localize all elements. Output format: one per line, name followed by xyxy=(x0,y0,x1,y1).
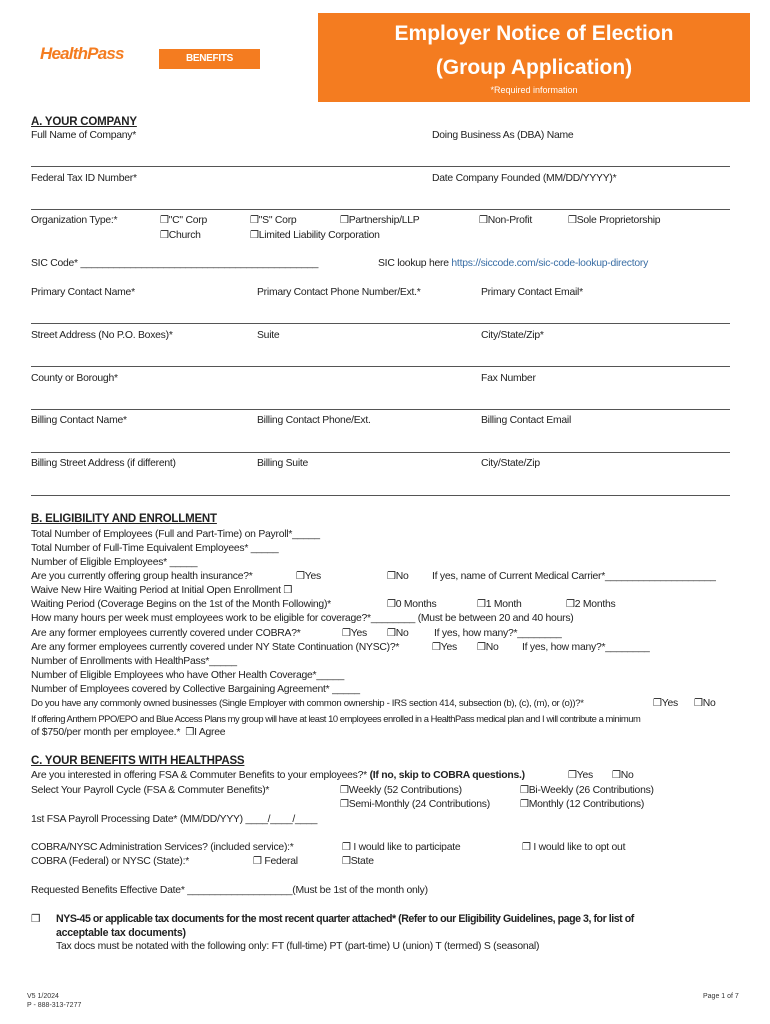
checkbox-opt-out[interactable]: ❒ I would like to opt out xyxy=(522,842,626,853)
common-ownership: Do you have any commonly owned businesses (Single Employer with common ownership - IRS section 414, subsection (b), (c), (m), or (o))?* xyxy=(31,698,584,709)
cobra-admin: COBRA/NYSC Administration Services? (included service):* xyxy=(31,842,294,853)
cobra-how-many: If yes, how many?*________ xyxy=(434,628,562,639)
nys45-line2: acceptable tax documents) xyxy=(56,927,186,939)
input-full-name-line[interactable] xyxy=(31,166,730,167)
label-primary-email: Primary Contact Email* xyxy=(481,287,583,298)
page-title-line1: Employer Notice of Election xyxy=(394,22,674,45)
bargaining: Number of Employees covered by Collective Bargaining Agreement* _____ xyxy=(31,684,360,695)
input-billing-street-line[interactable] xyxy=(31,495,730,496)
nysc-question: Are any former employees currently covered under NY State Continuation (NYSC)?* xyxy=(31,642,400,653)
anthem-line1: If offering Anthem PPO/EPO and Blue Access Plans my group will have at least 10 employees enrolled in a HealthPass medical plan and I will contribute a minimum xyxy=(31,713,641,724)
input-billing-name-line[interactable] xyxy=(31,452,730,453)
footer-version: V5 1/2024 xyxy=(27,993,59,1000)
footer-phone: P - 888-313-7277 xyxy=(27,1002,82,1009)
checkbox-wp-0[interactable]: ❒0 Months xyxy=(387,599,437,610)
checkbox-waive: ❒ xyxy=(283,585,293,596)
effective-date: Requested Benefits Effective Date* ___________________(Must be 1st of the month only) xyxy=(31,885,428,896)
fsa-question: Are you interested in offering FSA & Commuter Benefits to your employees?* (If no, skip to COBRA questions.) xyxy=(31,770,525,781)
label-primary-contact: Primary Contact Name* xyxy=(31,287,135,298)
input-primary-contact-line[interactable] xyxy=(31,323,730,324)
total-payroll: Total Number of Employees (Full and Part-Time) on Payroll*_____ xyxy=(31,529,320,540)
checkbox-cobra-no[interactable]: ❒No xyxy=(387,628,409,639)
checkbox-wp-1[interactable]: ❒1 Month xyxy=(477,599,522,610)
checkbox-participate[interactable]: ❒ I would like to participate xyxy=(342,842,461,853)
payroll-cycle: Select Your Payroll Cycle (FSA & Commuter Benefits)* xyxy=(31,785,270,796)
label-primary-phone: Primary Contact Phone Number/Ext.* xyxy=(257,287,421,298)
checkbox-offering-no[interactable]: ❒No xyxy=(387,571,409,582)
input-tax-id-line[interactable] xyxy=(31,209,730,210)
fsa-date: 1st FSA Payroll Processing Date* (MM/DD/YYY) ____/____/____ xyxy=(31,814,318,825)
label-full-name: Full Name of Company* xyxy=(31,130,137,141)
checkbox-cobra-yes[interactable]: ❒Yes xyxy=(342,628,367,639)
checkbox-biweekly[interactable]: ❒Bi-Weekly (26 Contributions) xyxy=(520,785,654,796)
hours-question: How many hours per week must employees work to be eligible for coverage?*________ (Must be between 20 and 40 hours) xyxy=(31,613,574,624)
checkbox-federal[interactable]: ❒ Federal xyxy=(253,856,298,867)
label-billing-name: Billing Contact Name* xyxy=(31,415,127,426)
label-city-state-zip: City/State/Zip* xyxy=(481,330,544,341)
nysc-how-many: If yes, how many?*________ xyxy=(522,642,650,653)
section-c-title: C. YOUR BENEFITS WITH HEALTHPASS xyxy=(31,755,245,767)
healthpass-logo xyxy=(40,38,237,84)
checkbox-nysc-no[interactable]: ❒No xyxy=(477,642,499,653)
page-title-line2: (Group Application) xyxy=(435,56,633,79)
checkbox-church[interactable]: ❒Church xyxy=(160,230,201,241)
label-street: Street Address (No P.O. Boxes)* xyxy=(31,330,173,341)
checkbox-offering-yes[interactable]: ❒Yes xyxy=(296,571,321,582)
checkbox-agree[interactable]: ❒ xyxy=(185,727,195,738)
label-tax-id: Federal Tax ID Number* xyxy=(31,173,137,184)
footer-page: Page 1 of 7 xyxy=(703,993,739,1000)
checkbox-s-corp[interactable]: ❒"S" Corp xyxy=(250,215,297,226)
checkbox-llc[interactable]: ❒Limited Liability Corporation xyxy=(250,230,380,241)
eligible-count: Number of Eligible Employees* _____ xyxy=(31,557,198,568)
label-date-founded: Date Company Founded (MM/DD/YYYY)* xyxy=(432,173,617,184)
section-a-title: A. YOUR COMPANY xyxy=(31,116,137,128)
fte-count: Total Number of Full-Time Equivalent Employees* _____ xyxy=(31,543,279,554)
label-suite: Suite xyxy=(257,330,280,341)
checkbox-wp-2[interactable]: ❒2 Months xyxy=(566,599,616,610)
checkbox-nys45[interactable]: ❒ xyxy=(31,914,41,925)
label-billing-street: Billing Street Address (if different) xyxy=(31,458,176,469)
checkbox-state[interactable]: ❒State xyxy=(342,856,374,867)
checkbox-c-corp[interactable]: ❒"C" Corp xyxy=(160,215,208,226)
enrollments: Number of Enrollments with HealthPass*_____ xyxy=(31,656,237,667)
label-sic-code: SIC Code* ___________________________________________ xyxy=(31,258,319,269)
logo-tag: BENEFITS EXCHANGE xyxy=(159,49,260,69)
tax-notation: Tax docs must be notated with the following only: FT (full-time) PT (part-time) U (union) T (termed) S (seasonal) xyxy=(56,941,540,952)
anthem-line2: of $750/per month per employee.* ❒I Agree xyxy=(31,727,226,738)
required-note: *Required information xyxy=(490,85,578,95)
label-billing-phone: Billing Contact Phone/Ext. xyxy=(257,415,371,426)
other-coverage: Number of Eligible Employees who have Other Health Coverage*_____ xyxy=(31,670,344,681)
input-street-line[interactable] xyxy=(31,366,730,367)
checkbox-nysc-yes[interactable]: ❒Yes xyxy=(432,642,457,653)
checkbox-weekly[interactable]: ❒Weekly (52 Contributions) xyxy=(340,785,462,796)
label-billing-suite: Billing Suite xyxy=(257,458,309,469)
label-org-type: Organization Type:* xyxy=(31,215,118,226)
checkbox-partnership[interactable]: ❒Partnership/LLP xyxy=(340,215,420,226)
label-billing-email: Billing Contact Email xyxy=(481,415,572,426)
logo-brand: HealthPass xyxy=(40,44,124,63)
checkbox-sole-proprietorship[interactable]: ❒Sole Proprietorship xyxy=(568,215,661,226)
checkbox-semimonthly[interactable]: ❒Semi-Monthly (24 Contributions) xyxy=(340,799,490,810)
waiting-period: Waiting Period (Coverage Begins on the 1st of the Month Following)* xyxy=(31,599,331,610)
sic-lookup: SIC lookup here https://siccode.com/sic-code-lookup-directory xyxy=(378,258,649,269)
nys45-line1: NYS-45 or applicable tax documents for the most recent quarter attached* (Refer to our Eligibility Guidelines, page 3, for list of xyxy=(56,913,634,925)
sic-lookup-link[interactable]: https://siccode.com/sic-code-lookup-directory xyxy=(451,258,649,269)
checkbox-fsa-yes[interactable]: ❒Yes xyxy=(568,770,593,781)
label-fax: Fax Number xyxy=(481,373,536,384)
label-county: County or Borough* xyxy=(31,373,118,384)
cobra-type: COBRA (Federal) or NYSC (State):* xyxy=(31,856,190,867)
checkbox-monthly[interactable]: ❒Monthly (12 Contributions) xyxy=(520,799,645,810)
current-carrier: If yes, name of Current Medical Carrier*____________________ xyxy=(432,571,716,582)
label-dba: Doing Business As (DBA) Name xyxy=(432,130,574,141)
label-billing-city: City/State/Zip xyxy=(481,458,540,469)
checkbox-ownership-no[interactable]: ❒No xyxy=(694,698,716,709)
checkbox-non-profit[interactable]: ❒Non-Profit xyxy=(479,215,532,226)
cobra-question: Are any former employees currently covered under COBRA?* xyxy=(31,628,301,639)
currently-offering: Are you currently offering group health insurance?* xyxy=(31,571,253,582)
input-county-line[interactable] xyxy=(31,409,730,410)
waive-waiting[interactable]: Waive New Hire Waiting Period at Initial Open Enrollment ❒ xyxy=(31,585,293,596)
section-b-title: B. ELIGIBILITY AND ENROLLMENT xyxy=(31,513,217,525)
checkbox-ownership-yes[interactable]: ❒Yes xyxy=(653,698,678,709)
checkbox-fsa-no[interactable]: ❒No xyxy=(612,770,634,781)
